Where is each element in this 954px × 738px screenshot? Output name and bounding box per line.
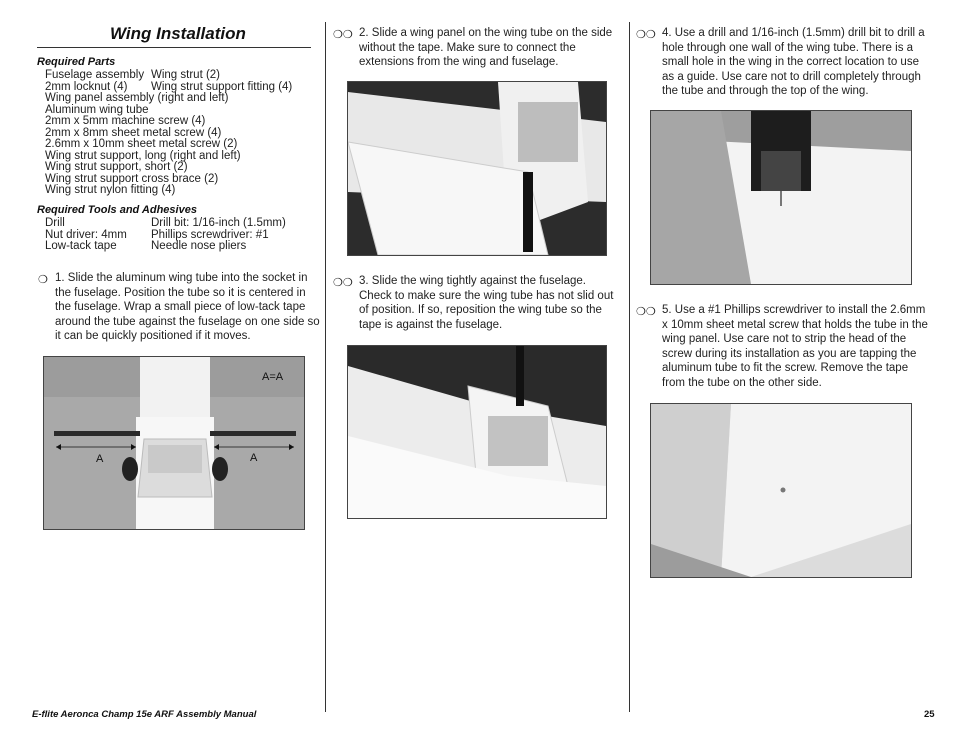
step-1-checkbox[interactable]: ❍ <box>38 274 48 286</box>
photo-wing-against-fuselage-graphic <box>348 346 606 518</box>
part-row-col1: 2mm x 5mm machine screw (4) <box>45 115 206 127</box>
tool-row-col1: Low-tack tape <box>45 240 117 252</box>
part-row <box>45 185 315 197</box>
photo-wing-tube-centered <box>43 356 305 530</box>
step-1-text: 1. Slide the aluminum wing tube into the socket in the fuselage. Position the tube so it is centered in the fuselage. Wrap a small piece of low-tack tape around the tube against the fuselage on one side so it can be quickly positioned if it moves. <box>55 272 320 342</box>
photo-slide-wing-graphic <box>348 82 606 255</box>
step-2-checkbox[interactable]: ❍❍ <box>333 29 353 41</box>
tool-row-col1: Nut driver: 4mm <box>45 228 127 241</box>
required-parts-heading: Required Parts <box>37 56 116 68</box>
photo-slide-wing-panel <box>347 81 607 256</box>
part-row-col1: Fuselage assembly <box>45 69 145 81</box>
required-tools-heading: Required Tools and Adhesives <box>37 204 197 216</box>
page-number: 25 <box>924 709 935 720</box>
part-row-col1: Wing strut support, short (2) <box>45 161 188 173</box>
photo-install-screw <box>650 403 912 578</box>
photo-label-a-left: A <box>96 453 104 465</box>
part-row-col2: Wing strut support fitting (4) <box>151 80 293 93</box>
part-row-col1: 2mm locknut (4) <box>45 80 128 93</box>
step-4-checkbox[interactable]: ❍❍ <box>636 29 656 41</box>
tool-row <box>45 218 315 230</box>
tool-row-col2: Drill bit: 1/16-inch (1.5mm) <box>151 217 286 229</box>
part-row-col1: Wing strut support cross brace (2) <box>45 172 219 185</box>
part-row <box>45 70 315 82</box>
part-row <box>45 139 315 151</box>
part-row-col1: Aluminum wing tube <box>45 103 149 116</box>
tool-row-col1: Drill <box>45 217 65 229</box>
step-3-text: 3. Slide the wing tightly against the fuselage. Check to make sure the wing tube has not slid out of position. If so, reposition the wing tube so the tape is against the fuselage. <box>359 275 614 331</box>
title-rule <box>37 47 311 48</box>
photo-drill-hole <box>650 110 912 285</box>
part-row <box>45 93 315 105</box>
tool-row-col2: Needle nose pliers <box>151 240 247 252</box>
part-row-col1: Wing strut nylon fitting (4) <box>45 184 176 196</box>
part-row <box>45 116 315 128</box>
column-divider-1 <box>325 22 326 712</box>
section-title: Wing Installation <box>110 24 246 43</box>
photo-screw-graphic <box>651 404 911 577</box>
part-row <box>45 162 315 174</box>
footer-manual-title: E-flite Aeronca Champ 15e ARF Assembly Manual <box>32 709 257 720</box>
photo-label-a-equals-a: A=A <box>262 371 284 383</box>
part-row-col1: 2.6mm x 10mm sheet metal screw (2) <box>45 138 238 150</box>
required-parts-list <box>45 70 315 197</box>
step-2-text: 2. Slide a wing panel on the wing tube on the side without the tape. Make sure to connect the extensions from the wing and fuselage. <box>359 27 613 68</box>
photo-label-a-right: A <box>250 452 258 464</box>
step-4-text: 4. Use a drill and 1/16-inch (1.5mm) drill bit to drill a hole through one wall of the wing tube. There is a small hole in the wing in the correct location to use as a guide. Use care not to drill completely through the tube and through the top of the wing. <box>662 27 925 97</box>
photo-drill-graphic <box>651 111 911 284</box>
part-row-col1: Wing strut support, long (right and left) <box>45 149 241 162</box>
step-5-text: 5. Use a #1 Phillips screwdriver to install the 2.6mm x 10mm sheet metal screw that holds the tube in the wing panel. Use care not to strip the head of the screw during its installation as you are tapping the aluminum tube to fit the screw. Remove the tape from the tube on the other side. <box>662 304 928 389</box>
step-5-checkbox[interactable]: ❍❍ <box>636 306 656 318</box>
photo-wing-against-fuselage <box>347 345 607 519</box>
required-tools-list <box>45 218 315 253</box>
step-3-checkbox[interactable]: ❍❍ <box>333 277 353 289</box>
tool-row <box>45 241 315 253</box>
part-row-col1: Wing panel assembly (right and left) <box>45 92 229 104</box>
tool-row-col2: Phillips screwdriver: #1 <box>151 228 269 241</box>
part-row-col1: 2mm x 8mm sheet metal screw (4) <box>45 126 222 139</box>
part-row-col2: Wing strut (2) <box>151 69 221 81</box>
column-divider-2 <box>629 22 630 712</box>
